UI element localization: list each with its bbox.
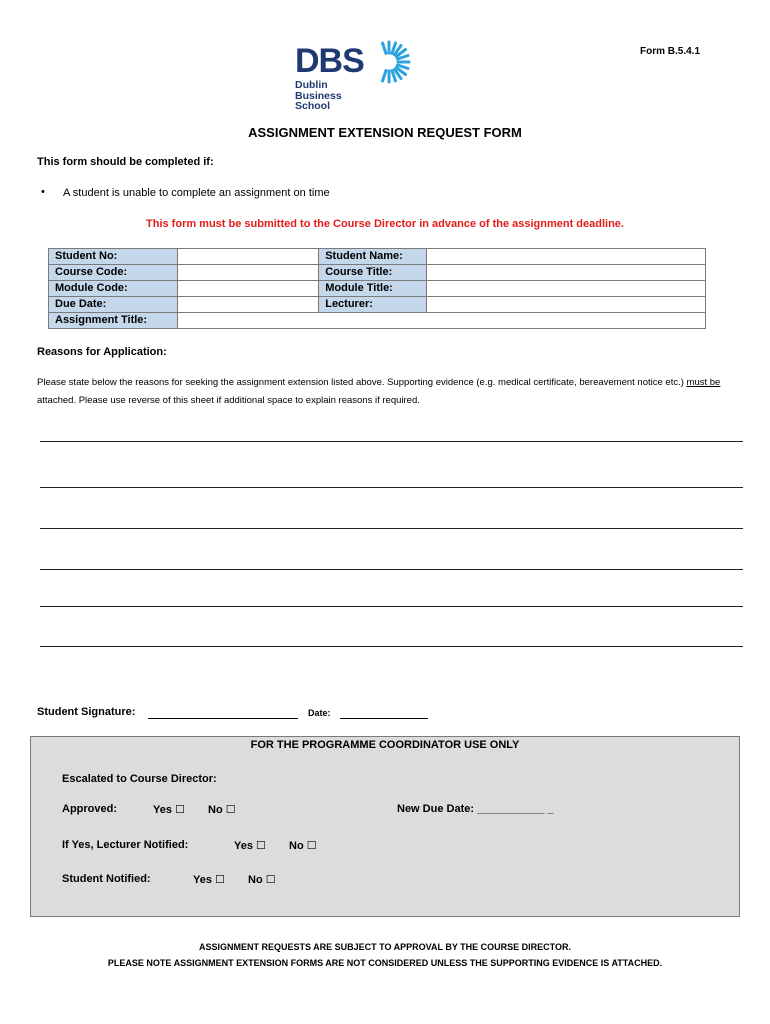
coordinator-section xyxy=(30,736,740,917)
approved-label: Approved: xyxy=(62,803,117,815)
logo-wordmark: DBS xyxy=(295,42,364,80)
checkbox-icon[interactable]: ☐ xyxy=(215,874,225,886)
module-code-field[interactable] xyxy=(177,281,319,297)
course-code-field[interactable] xyxy=(177,265,319,281)
assignment-title-label: Assignment Title: xyxy=(49,313,178,329)
logo-sub-line: Dublin xyxy=(295,79,328,91)
no-label: No xyxy=(208,804,223,816)
student-name-field[interactable] xyxy=(426,249,705,265)
due-date-label: Due Date: xyxy=(49,297,178,313)
footer-approval-note: ASSIGNMENT REQUESTS ARE SUBJECT TO APPROVAL BY THE COURSE DIRECTOR. xyxy=(198,942,572,952)
table-row xyxy=(49,313,706,329)
coordinator-heading: FOR THE PROGRAMME COORDINATOR USE ONLY xyxy=(250,739,520,751)
reason-line[interactable] xyxy=(40,646,743,647)
logo-subtitle xyxy=(295,80,342,112)
no-label: No xyxy=(289,840,304,852)
no-label: No xyxy=(248,874,263,886)
table-row xyxy=(49,297,706,313)
warning-text: This form must be submitted to the Course Director in advance of the assignment deadline. xyxy=(146,218,624,230)
date-field[interactable] xyxy=(340,718,428,719)
student-signature-label: Student Signature: xyxy=(37,706,136,718)
module-code-label: Module Code: xyxy=(49,281,178,297)
date-label: Date: xyxy=(308,708,331,718)
student-no-field[interactable] xyxy=(177,249,319,265)
reason-line[interactable] xyxy=(40,569,743,570)
student-signature-field[interactable] xyxy=(148,718,298,719)
escalated-label: Escalated to Course Director: xyxy=(62,773,217,785)
reason-line[interactable] xyxy=(40,606,743,607)
bullet-icon: • xyxy=(41,186,45,198)
bullet-text: A student is unable to complete an assignment on time xyxy=(63,187,330,199)
student-notified-yes-option[interactable] xyxy=(193,873,225,886)
checkbox-icon[interactable]: ☐ xyxy=(256,840,266,852)
reason-line[interactable] xyxy=(40,441,743,442)
intro-text: This form should be completed if: xyxy=(37,156,214,168)
course-code-label: Course Code: xyxy=(49,265,178,281)
reasons-text-2: attached. Please use reverse of this sheet if additional space to explain reasons if required. xyxy=(37,395,420,406)
footer-evidence-note: PLEASE NOTE ASSIGNMENT EXTENSION FORMS ARE NOT CONSIDERED UNLESS THE SUPPORTING EVIDENCE IS ATTACHED. xyxy=(107,958,663,968)
table-row xyxy=(49,281,706,297)
reasons-instructions xyxy=(37,374,737,410)
student-info-table xyxy=(48,248,706,329)
student-name-label: Student Name: xyxy=(319,249,426,265)
logo-sub-line: School xyxy=(295,100,331,112)
lecturer-field[interactable] xyxy=(426,297,705,313)
reason-line[interactable] xyxy=(40,528,743,529)
reasons-text-1: Please state below the reasons for seeking the assignment extension listed above. Supporting evidence (e.g. medical certificate, bereavement notice etc.) xyxy=(37,377,687,388)
course-title-field[interactable] xyxy=(426,265,705,281)
checkbox-icon[interactable]: ☐ xyxy=(225,804,236,816)
due-date-field[interactable] xyxy=(177,297,319,313)
yes-label: Yes xyxy=(193,874,212,886)
course-title-label: Course Title: xyxy=(319,265,426,281)
student-notified-no-option[interactable] xyxy=(248,873,276,886)
student-no-label: Student No: xyxy=(49,249,178,265)
reason-line[interactable] xyxy=(40,487,743,488)
approved-yes-option[interactable] xyxy=(153,803,185,816)
new-due-date-label[interactable]: New Due Date: ___________ _ xyxy=(397,803,554,815)
yes-label: Yes xyxy=(234,840,253,852)
logo-sub-line: Business xyxy=(295,89,342,102)
checkbox-icon[interactable]: ☐ xyxy=(265,874,276,886)
reasons-heading: Reasons for Application: xyxy=(37,346,167,358)
table-row xyxy=(49,265,706,281)
yes-label: Yes xyxy=(153,804,172,816)
module-title-field[interactable] xyxy=(426,281,705,297)
table-row xyxy=(49,249,706,265)
form-code: Form B.5.4.1 xyxy=(640,46,701,57)
lecturer-notified-no-option[interactable] xyxy=(289,839,317,852)
reasons-text-underlined: must be xyxy=(686,377,721,388)
checkbox-icon[interactable]: ☐ xyxy=(306,840,317,852)
student-notified-label: Student Notified: xyxy=(62,873,151,885)
checkbox-icon[interactable]: ☐ xyxy=(175,804,185,816)
lecturer-notified-label: If Yes, Lecturer Notified: xyxy=(62,839,189,851)
approved-no-option[interactable] xyxy=(208,803,236,816)
form-title: ASSIGNMENT EXTENSION REQUEST FORM xyxy=(248,125,522,140)
lecturer-label: Lecturer: xyxy=(319,297,426,313)
assignment-title-field[interactable] xyxy=(177,313,705,329)
lecturer-notified-yes-option[interactable] xyxy=(234,839,266,852)
module-title-label: Module Title: xyxy=(319,281,426,297)
